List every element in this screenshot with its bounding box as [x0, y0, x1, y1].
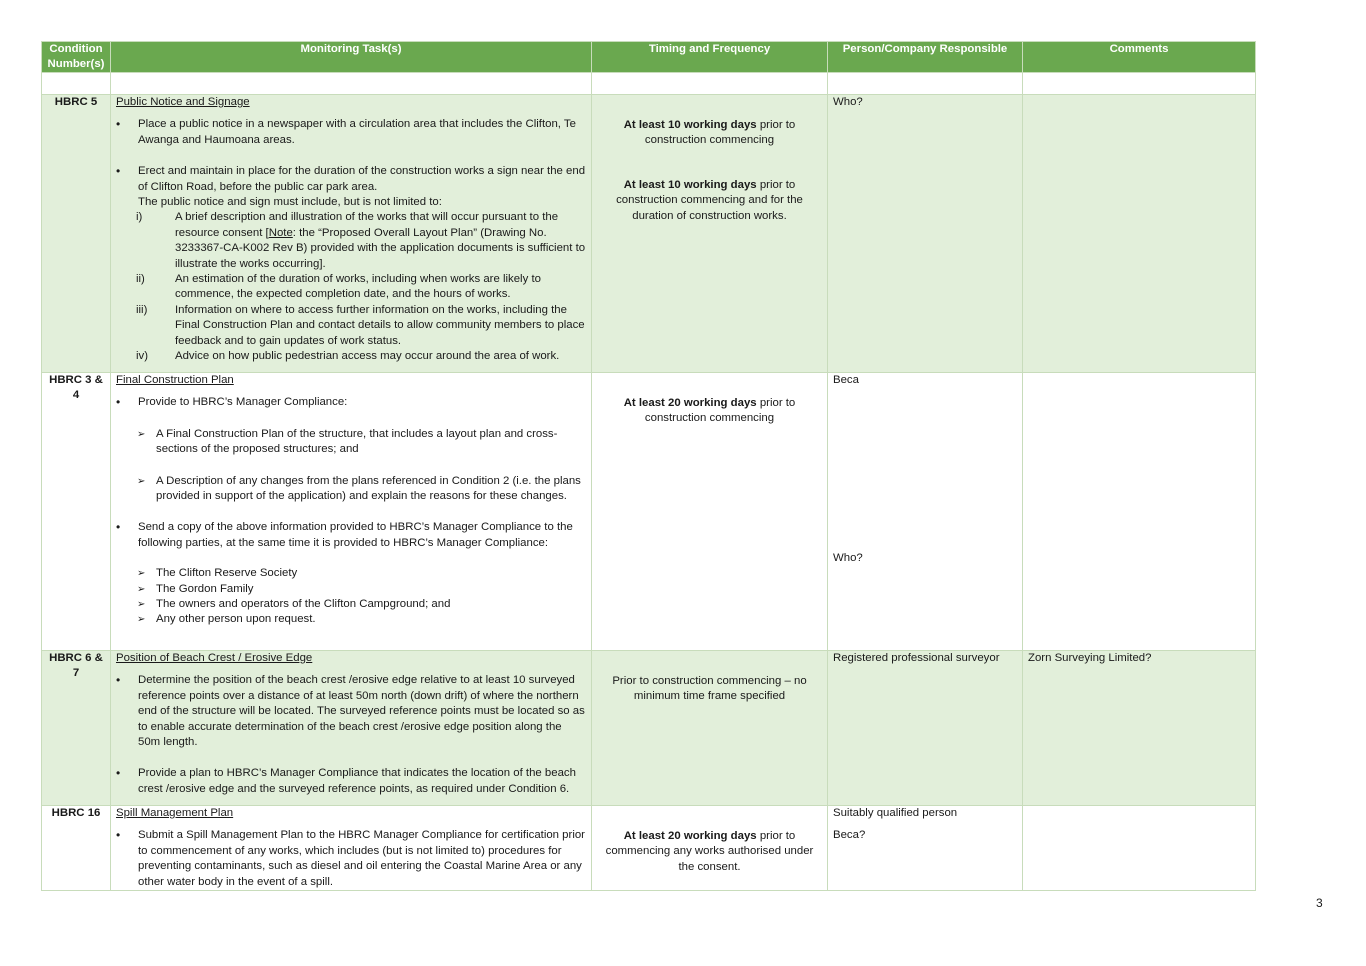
comments-cell	[1023, 806, 1256, 891]
spacer-row	[42, 73, 1256, 95]
monitoring-tasks-cell	[111, 651, 592, 806]
list-item: iv) Advice on how public pedestrian access may occur around the area of work.	[136, 350, 560, 363]
condition-number: HBRC 5	[42, 95, 111, 373]
list-item: iii) Information on where to access further information on the works, including the Final Construction Plan and contact details to allow community members to place feedback and to gain updates of work status.	[136, 303, 585, 347]
header-row	[42, 42, 1256, 73]
comments-cell	[1023, 373, 1256, 651]
task-heading: Final Construction Plan	[116, 374, 234, 386]
condition-number: HBRC 6 & 7	[42, 651, 111, 806]
timing-cell	[592, 95, 828, 373]
condition-number: HBRC 3 & 4	[42, 373, 111, 651]
timing-cell	[592, 806, 828, 891]
page-number: 3	[1316, 896, 1323, 910]
responsible-cell: Who?	[828, 95, 1023, 373]
responsible-cell: Beca Who?	[828, 373, 1023, 651]
responsible-cell: Registered professional surveyor	[828, 651, 1023, 806]
monitoring-tasks-cell	[111, 373, 592, 651]
timing-text: At least 20 working days prior to commencing any works authorised under the consent.	[605, 830, 814, 873]
list-item: • Determine the position of the beach crest /erosive edge relative to at least 10 surveyed reference points over a distance of at least 50m north (down drift) of where the northern end of the structure will be located. The surveyed reference points must be located so as to enable accurate determination of the beach crest /erosive edge position along the 50m length.	[116, 673, 586, 750]
condition-number: HBRC 16	[42, 806, 111, 891]
list-item: • Submit a Spill Management Plan to the HBRC Manager Compliance for certification prior to commencement of any works, which includes (but is not limited to) procedures for preventing contaminants, such as diesel and oil entering the Coastal Marine Area or any other water body in the event of a spill.	[116, 828, 586, 890]
timing-cell	[592, 373, 828, 651]
monitoring-tasks-cell	[111, 806, 592, 891]
list-item: ➢ The owners and operators of the Clifton Campground; and	[137, 597, 586, 612]
header-timing: Timing and Frequency	[592, 42, 828, 73]
task-list	[116, 395, 586, 627]
timing-text: At least 20 working days prior to construction commencing	[623, 397, 796, 425]
table-row	[42, 373, 1256, 651]
sub-list	[137, 427, 586, 505]
timing-text: Prior to construction commencing – no minimum time frame specified	[612, 675, 807, 703]
roman-list	[136, 210, 586, 364]
list-item: ➢ A Final Construction Plan of the structure, that includes a layout plan and cross-sections of the proposed structures; and	[137, 427, 586, 458]
monitoring-tasks-cell	[111, 95, 592, 373]
timing-cell	[592, 651, 828, 806]
monitoring-table	[41, 41, 1256, 891]
list-item: • Send a copy of the above information provided to HBRC’s Manager Compliance to the following parties, at the same time it is provided to HBRC’s Manager Compliance: ➢ The Clifton Reserve Society ➢ The Gordon Family ➢ The owners and operators of the Clifton Campground; and ➢ Any other person upon request.	[116, 520, 586, 627]
task-list	[116, 828, 586, 890]
task-heading: Public Notice and Signage	[116, 96, 250, 108]
list-item: ➢ Any other person upon request.	[137, 612, 586, 627]
header-comments: Comments	[1023, 42, 1256, 73]
task-heading: Position of Beach Crest / Erosive Edge	[116, 652, 313, 664]
list-item: i) A brief description and illustration of the works that will occur pursuant to the resource consent [Note: the “Proposed Overall Layout Plan” (Drawing No. 3233367-CA-K002 Rev B) provided with the application documents is sufficient to illustrate the works occurring].	[136, 211, 586, 270]
list-item: • Provide a plan to HBRC’s Manager Compliance that indicates the location of the beach crest /erosive edge and the surveyed reference points, as required under Condition 6.	[116, 766, 586, 797]
task-list	[116, 117, 586, 364]
table-row	[42, 651, 1256, 806]
responsible-cell: Suitably qualified person Beca?	[828, 806, 1023, 891]
list-item: ➢ The Clifton Reserve Society	[137, 566, 586, 581]
header-monitoring-tasks: Monitoring Task(s)	[111, 42, 592, 73]
timing-text: At least 10 working days prior to construction commencing	[623, 119, 796, 147]
task-list	[116, 673, 586, 797]
sub-list	[137, 566, 586, 628]
list-item: ➢ The Gordon Family	[137, 582, 586, 597]
task-heading: Spill Management Plan	[116, 807, 234, 819]
comments-cell: Zorn Surveying Limited?	[1023, 651, 1256, 806]
timing-text: At least 10 working days prior to construction commencing and for the duration of construction works.	[616, 178, 803, 222]
list-item: • Provide to HBRC’s Manager Compliance: ➢ A Final Construction Plan of the structure, that includes a layout plan and cross-sections of the proposed structures; and ➢ A Description of any changes from the plans referenced in Condition 2 (i.e. the plans provided in support of the application) and explain the reasons for these changes.	[116, 395, 586, 504]
comments-cell	[1023, 95, 1256, 373]
list-item: ➢ A Description of any changes from the plans referenced in Condition 2 (i.e. the plans provided in support of the application) and explain the reasons for these changes.	[137, 474, 586, 505]
header-responsible: Person/Company Responsible	[828, 42, 1023, 73]
table-row	[42, 806, 1256, 891]
list-item: ii) An estimation of the duration of works, including when works are likely to commence, the expected completion date, and the hours of works.	[136, 273, 541, 301]
header-condition: Condition Number(s)	[42, 42, 111, 73]
list-item: • Place a public notice in a newspaper with a circulation area that includes the Clifton, Te Awanga and Haumoana areas.	[116, 117, 586, 148]
list-item: • Erect and maintain in place for the duration of the construction works a sign near the end of Clifton Road, before the public car park area. The public notice and sign must include, but is not limited to: i) A brief description and illustration of the works that will occur pursuant to the resource consent [Note: the “Proposed Overall Layout Plan” (Drawing No. 3233367-CA-K002 Rev B) provided with the application documents is sufficient to illustrate the works occurring]. ii) An estimation of the duration of works, including when works are likely to commence, the expected completion date, and the hours of works. iii) Information on where to access further information on the works, including the Final Construction Plan and contact details to allow community members to place feedback and to gain updates of work status. iv) Advice on how public pedestrian access may occur around the area of work.	[116, 164, 586, 364]
table-row	[42, 95, 1256, 373]
